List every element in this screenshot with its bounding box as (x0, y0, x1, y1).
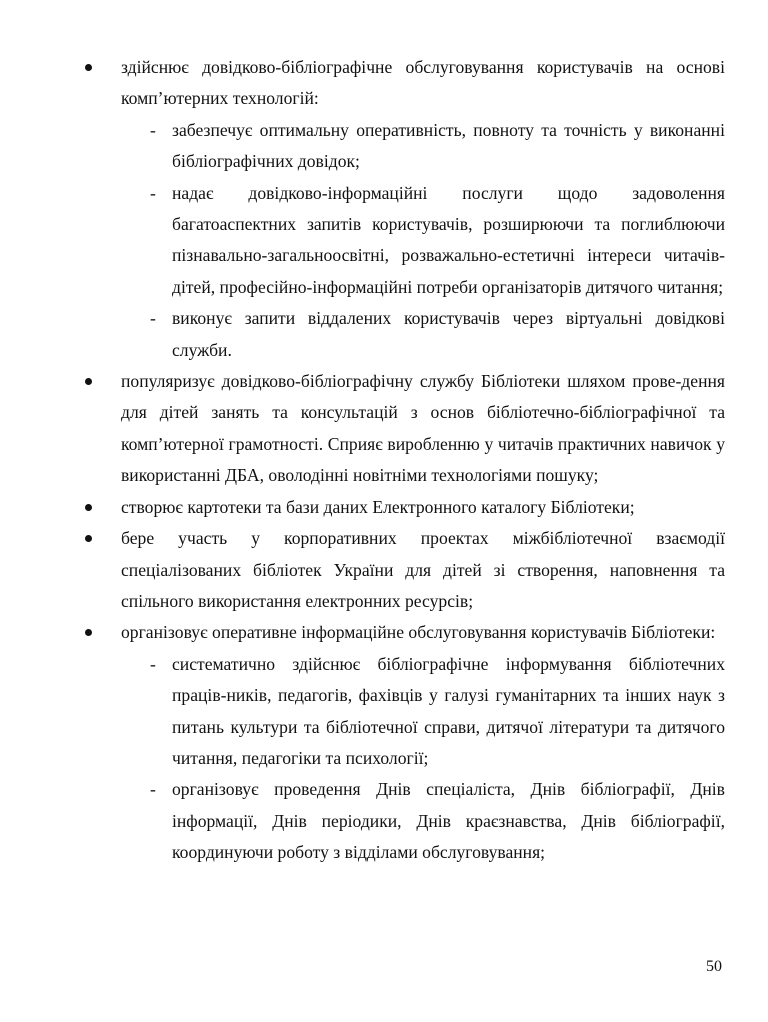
bullet-icon (85, 64, 92, 71)
sub-list (121, 649, 725, 869)
page-content (121, 52, 725, 869)
list-item (121, 52, 725, 115)
sub-list-item (150, 774, 725, 868)
list-item-text: здійснює довідково-бібліографічне обслуговування користувачів на основі комп’ютерних технологій: (121, 57, 725, 109)
list-item-text: популяризує довідково-бібліографічну службу Бібліотеки шляхом прове-дення для дітей занять та консультацій з основ бібліотечно-бібліографічної та комп’ютерної грамотності. Сприяє виробленню у читачів практичних навичок у використанні ДБА, оволодінні новітніми технологіями пошуку; (121, 371, 725, 486)
list-item (121, 366, 725, 492)
list-item (121, 523, 725, 617)
list-item-text: організовує оперативне інформаційне обслуговування користувачів Бібліотеки: (121, 622, 716, 643)
dash-icon: - (150, 119, 156, 140)
bullet-icon (85, 629, 92, 636)
sub-list-item (150, 178, 725, 304)
sub-list-item (150, 303, 725, 366)
sub-list-item-text: забезпечує оптимальну оперативність, повноту та точність у виконанні бібліографічних довідок; (172, 119, 725, 172)
sub-list-item-text: надає довідково-інформаційні послуги щодо задоволення багатоаспектних запитів користувачів, розширюючи та поглиблюючи пізнавально-загальноосвітні, розважально-естетичні інтереси читачів-дітей, професійно-інформаційні потреби організаторів дитячого читання; (172, 182, 725, 297)
sub-list-item-text: організовує проведення Днів спеціаліста, Днів бібліографії, Днів інформації, Днів періодики, Днів краєзнавства, Днів бібліографії, координуючи роботу з відділами обслуговування; (172, 779, 725, 863)
page-number: 50 (706, 958, 722, 975)
list-item (121, 492, 725, 523)
bullet-icon (85, 378, 92, 385)
dash-icon: - (150, 308, 156, 329)
dash-icon: - (150, 653, 156, 674)
list-item (121, 617, 725, 648)
sub-list (121, 115, 725, 366)
sub-list-item-text: систематично здійснює бібліографічне інформування бібліотечних праців-ників, педагогів, фахівців у галузі гуманітарних та інших наук з питань культури та бібліотечної справи, дитячої літератури та дитячого читання, педагогіки та психології; (172, 653, 725, 768)
dash-icon: - (150, 779, 156, 800)
dash-icon: - (150, 182, 156, 203)
bullet-icon (85, 535, 92, 542)
sub-list-item (150, 649, 725, 775)
list-item-text: бере участь у корпоративних проектах міжбібліотечної взаємодії спеціалізованих бібліотек України для дітей зі створення, наповнення та спільного використання електронних ресурсів; (121, 528, 725, 611)
sub-list-item-text: виконує запити віддалених користувачів через віртуальні довідкові служби. (172, 308, 725, 360)
bullet-icon (85, 504, 92, 511)
sub-list-item (150, 115, 725, 178)
list-item-text: створює картотеки та бази даних Електронного каталогу Бібліотеки; (121, 496, 635, 517)
